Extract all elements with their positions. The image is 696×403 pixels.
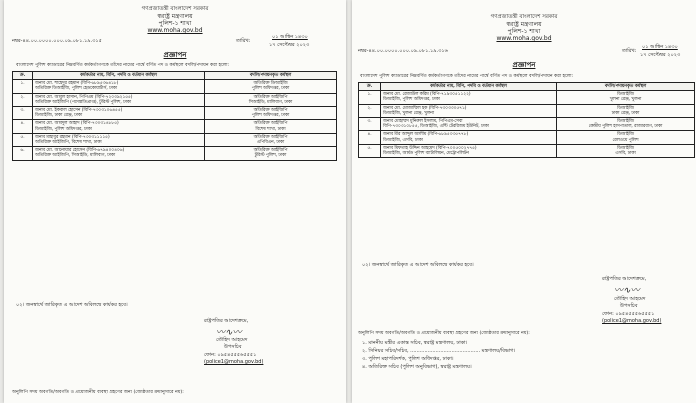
officer-detail: অতিরিক্ত আইজিপি, বিশেষ শাখা, ঢাকা: [35, 140, 102, 146]
posting-place: এসবি, ঢাকা: [615, 151, 636, 157]
effect-note: ০২। জনস্বার্থে জারিকৃত এ আদেশ অবিলম্বে কার্যকর হবে।: [16, 302, 128, 308]
officer-name: জনাব মাহাবুর রহমান (বিপি-৭৩০৩১১১১৫): [35, 134, 110, 140]
date-label: তারিখ:: [236, 38, 251, 44]
serial-cell: ৩.: [13, 107, 33, 120]
section-heading: পুলিশ-১ শাখা: [158, 20, 192, 27]
signature-mark: 〰∿〰: [216, 328, 242, 338]
serial-cell: ২.: [359, 104, 381, 117]
distribution-item: ৪. অতিরিক্ত সচিব (পুলিশ অনুবিভাগ), স্বরাষ্ট্র মন্ত্রণালয়।: [362, 364, 472, 370]
posting-place: সিআইডি, মালিবাগ, ঢাকা: [248, 99, 293, 105]
ministry-heading: স্বরাষ্ট্র মন্ত্রণালয়: [506, 21, 542, 28]
posting-cell: [205, 107, 337, 120]
serial-cell: ১.: [13, 80, 33, 93]
posting-place: কেন্দ্রীয় পুলিশ হাসপাতাল, রাজারবাগ, ঢাকা: [588, 124, 663, 130]
posting-place: রেলওয়ে পুলিশ: [612, 137, 639, 143]
officer-detail: অতিরিক্ত আইজিপি (পদোন্নতিপ্রাপ্ত), টুরিস্ট পুলিশ, ঢাকা: [35, 99, 132, 105]
posting-cell: [205, 80, 337, 93]
distribution-item: ৩. পুলিশ মহাপরিদর্শক, পুলিশ অধিদপ্তর, ঢাকা।: [362, 356, 454, 362]
officer-detail: অতিরিক্ত ডিআইজি, পুলিশ হেডকোয়ার্টার্স, ঢাকা: [35, 86, 118, 92]
officer-cell: [381, 118, 557, 131]
officer-name: জনাব মো. মোজাম্মিল হক (বিপি-৭৩০৩৩০৫৭১): [383, 105, 467, 111]
website-link[interactable]: www.moha.gov.bd: [496, 35, 552, 42]
memo-number: নম্বর-৪৪.০০.০০০০.০০০.০৯.০৮১.১৯.৩১৬: [358, 48, 448, 54]
presidential-order: রাষ্ট্রপতির আদেশক্রমে,: [204, 318, 249, 324]
ministry-heading: স্বরাষ্ট্র মন্ত্রণালয়: [157, 13, 193, 20]
presidential-order: রাষ্ট্রপতির আদেশক্রমে,: [602, 276, 647, 282]
notification-page-left: [4, 0, 346, 403]
officer-cell: [33, 107, 205, 120]
table-row: [359, 118, 695, 131]
column-header: ক্র.: [13, 72, 33, 80]
posting-place: পুলিশ অধিদপ্তর, ঢাকা: [251, 113, 290, 119]
posting-cell: [205, 133, 337, 146]
signer-name: তৌহিদ আহমেদ: [614, 296, 646, 302]
officer-cell: [33, 133, 205, 146]
posting-title: ডিআইজি: [617, 132, 634, 138]
officer-name: জনাব মো. রেজাউল করিম (বিপি-৭১৯৩০৫১১২২): [383, 92, 471, 98]
posting-title: অতিরিক্ত ডিআইজি: [253, 81, 288, 87]
signer-name: তৌহিদ আহমেদ: [216, 337, 248, 343]
posting-place: ঢাকা রেঞ্জ, ঢাকা: [611, 110, 640, 116]
signer-phone: ফোন: ০৯৫৪৫৫৫৬৫৫৫১: [602, 311, 655, 317]
posting-title: অতিরিক্ত আইজিপি: [253, 148, 288, 154]
officer-cell: [381, 104, 557, 117]
table-header-row: [359, 83, 695, 91]
officer-name: জনাব মীর আব্দুল আলীম (বিপি-৬৮৯৫০৩৫৭৭৮): [383, 132, 469, 138]
officer-cell: [33, 80, 205, 93]
officer-name: জনাব মো. আনোয়ার হোসেন (বিপি-৬৭৯৪০০৪০৬): [35, 148, 125, 154]
table-row: [13, 120, 337, 133]
serial-cell: ৪.: [359, 131, 381, 144]
table-row: [13, 107, 337, 120]
table-row: [13, 80, 337, 93]
officer-detail: বিপি-৭৩০৩১০৮৫৫, ডিআইজি, এন্টি টেররিজম ইউনিট, ঢাকা: [383, 124, 489, 130]
column-header: কর্মকর্তার নাম, বিপি, পদবি ও বর্তমান কর্মস্থল: [381, 83, 557, 91]
distribution-item: ১. মাননীয় মন্ত্রীর একান্ত সচিব, স্বরাষ্ট্র মন্ত্রণালয়, ঢাকা।: [362, 340, 468, 346]
posting-cell: [557, 131, 695, 144]
officer-detail: ডিআইজি, পুলিশ অধিদপ্তর, ঢাকা: [383, 97, 440, 103]
posting-cell: [557, 104, 695, 117]
officer-cell: [381, 144, 557, 157]
posting-place: এপিবিএন, ঢাকা: [256, 140, 285, 146]
date-bangla: ০১ আশ্বিন ১৪৩০: [642, 44, 678, 50]
posting-cell: [205, 120, 337, 133]
intro-text: বাংলাদেশ পুলিশ ক্যাডারের নিম্নবর্ণিত কর্মকর্তাগণকে তাঁদের নামের পার্শ্বে বর্ণিত পদ ও কর্মস্থলে বদলি/পদায়ন করা হলো:: [360, 74, 574, 79]
serial-cell: ৪.: [13, 120, 33, 133]
officer-detail: ডিআইজি, আর্মড পুলিশ ব্যাটালিয়ন, মেট্রোপলিটন: [383, 151, 469, 157]
gov-heading: গণপ্রজাতন্ত্রী বাংলাদেশ সরকার: [490, 14, 558, 20]
column-header: বদলি/পদায়নকৃত কর্মস্থল: [205, 72, 337, 80]
posting-title: অতিরিক্ত আইজিপি: [253, 94, 288, 100]
table-row: [359, 144, 695, 157]
transfer-table: [12, 71, 337, 161]
serial-cell: ৫.: [13, 133, 33, 146]
table-row: [13, 133, 337, 146]
gov-heading: গণপ্রজাতন্ত্রী বাংলাদেশ সরকার: [141, 6, 209, 12]
signer-title: উপসচিব: [224, 344, 242, 350]
posting-place: খুলনা রেঞ্জ, খুলনা: [609, 97, 642, 103]
officer-name: জনাব মো. আবদুল আহাদ (বিপি-৭৩০৩১৪৮৮৫): [35, 121, 119, 127]
table-row: [359, 91, 695, 104]
effect-note: ০২। জনস্বার্থে জারিকৃত এ আদেশ অবিলম্বে কার্যকর হবে।: [362, 262, 474, 268]
officer-detail: ডিআইজি, পুলিশ অধিদপ্তর, ঢাকা: [35, 126, 92, 132]
notification-title: প্রজ্ঞাপন: [163, 51, 187, 59]
officer-detail: ডিআইজি, খুলনা রেঞ্জ, খুলনা: [383, 110, 434, 116]
intro-text: বাংলাদেশ পুলিশ ক্যাডারের নিম্নবর্ণিত কর্মকর্তাগণকে তাঁদের নামের পার্শ্বে বর্ণিত পদ ও কর্মস্থলে বদলি/পদায়ন করা হলো:: [16, 63, 230, 68]
notification-title: প্রজ্ঞাপন: [512, 61, 536, 69]
notification-page-right: [352, 0, 696, 403]
officer-cell: [381, 131, 557, 144]
signature-mark: 〰∿〰: [614, 286, 640, 296]
website-link[interactable]: www.moha.gov.bd: [147, 27, 203, 34]
column-header: বদলি/পদায়নকৃত কর্মস্থল: [557, 83, 695, 91]
posting-cell: [557, 144, 695, 157]
posting-title: ডিআইজি: [617, 145, 634, 151]
table-header-row: [13, 72, 337, 80]
signer-title: উপসচিব: [620, 303, 638, 309]
officer-cell: [381, 91, 557, 104]
posting-title: ডিআইজি: [617, 92, 634, 98]
signer-email[interactable]: (police1@moha.gov.bd): [204, 359, 264, 365]
posting-cell: [205, 147, 337, 160]
date-bangla: ০১ আশ্বিন ১৪৩০: [272, 34, 308, 40]
posting-title: অতিরিক্ত আইজিপি: [253, 121, 288, 127]
officer-name: জনাব মো. শাহেদুর রহমান (বিপি-৬৮৯৫৩৬৪১৮): [35, 81, 119, 87]
officer-name: জনাব মিফতাহ উদ্দিন আহমেদ (বিপি-৭০০৫০০২৭৭৫): [383, 145, 477, 151]
serial-cell: ৩.: [359, 118, 381, 131]
officer-name: জনাব মো. ইকবাল হোসেন (বিপি-৭৩০৩১০৬৪৫৫): [35, 108, 123, 114]
date-label: তারিখ:: [622, 48, 637, 54]
column-header: ক্র.: [359, 83, 381, 91]
table-row: [13, 93, 337, 106]
posting-cell: [557, 91, 695, 104]
posting-title: অতিরিক্ত আইজিপি: [253, 108, 288, 114]
transfer-table: [358, 82, 695, 158]
serial-cell: ১.: [359, 91, 381, 104]
date-english: ১৭ সেপ্টেম্বর ২০২৩: [640, 52, 681, 58]
signer-phone: ফোন: ০৯৫৪৫৫৫৬৫৫৫১: [204, 352, 257, 358]
officer-detail: অতিরিক্ত আইজিপি, সিআইডি, মালিবাগ, ঢাকা: [35, 153, 116, 159]
serial-cell: ৫.: [359, 144, 381, 157]
serial-cell: ২.: [13, 93, 33, 106]
serial-cell: ৬.: [13, 147, 33, 160]
posting-title: অতিরিক্ত আইজিপি: [253, 134, 288, 140]
distribution-heading: অনুলিপি সদয় অবগতি/অবগতি ও প্রয়োজনীয় ব্যবস্থা গ্রহণের জন্য (জ্যেষ্ঠতার ক্রমানুসারে নয়):: [12, 390, 184, 395]
officer-name: জনাব মো. আবুল হাসান, পিপিএম (বিপি-৭২০৩৯২১৫৫): [35, 94, 133, 100]
officer-cell: [33, 147, 205, 160]
posting-title: ডিআইজি: [617, 105, 634, 111]
officer-cell: [33, 93, 205, 106]
date-english: ১৭ সেপ্টেম্বর ২০২৩: [269, 42, 310, 48]
officer-name: জনাব মোহাম্মদ মুনিরুল ইসলাম, পিপিএম-সেবা: [383, 119, 463, 125]
posting-title: ডিআইজি: [617, 119, 634, 125]
distribution-item: ২. সিনিয়র সচিব/সচিব, ............................................ মন্ত্রণালয়/বিভাগ।: [362, 348, 516, 354]
posting-cell: [557, 118, 695, 131]
table-row: [359, 131, 695, 144]
distribution-heading: অনুলিপি সদয় অবগতি/অবগতি ও প্রয়োজনীয় ব্যবস্থা গ্রহণের জন্য (জ্যেষ্ঠতার ক্রমানুসারে নয়):: [358, 331, 530, 336]
posting-place: পুলিশ অধিদপ্তর, ঢাকা: [251, 86, 290, 92]
officer-cell: [33, 120, 205, 133]
signer-email[interactable]: (police1@moha.gov.bd): [602, 318, 662, 324]
section-heading: পুলিশ-১ শাখা: [507, 28, 541, 35]
posting-place: টুরিস্ট পুলিশ, ঢাকা: [254, 153, 287, 159]
officer-detail: ডিআইজি, ঢাকা রেঞ্জ, ঢাকা: [35, 113, 83, 119]
posting-cell: [205, 93, 337, 106]
posting-place: বিশেষ শাখা, ঢাকা: [255, 126, 286, 132]
memo-number: নম্বর-৪৪.০০.০০০০.০০০.০৯.০৮১.১৯.৩১৫: [12, 38, 102, 44]
table-row: [359, 104, 695, 117]
column-header: কর্মকর্তার নাম, বিপি, পদবি ও বর্তমান কর্মস্থল: [33, 72, 205, 80]
table-row: [13, 147, 337, 160]
officer-detail: ডিআইজি, এসবি, ঢাকা: [383, 137, 423, 143]
